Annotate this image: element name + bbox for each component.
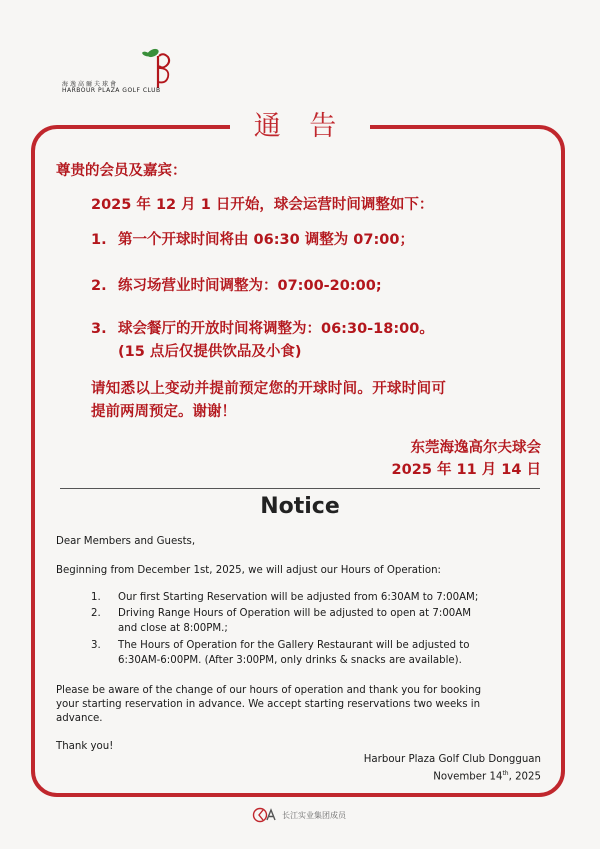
en-item-2-line-2: and close at 8:00PM.; [118,623,228,634]
footer [252,806,346,824]
cn-greeting: 尊贵的会员及嘉宾： [56,163,187,179]
cn-item-2-text: 练习场营业时间调整为：07:00-20:00; [118,278,382,294]
en-item-1-line-1: Our first Starting Reservation will be adjusted from 6:30AM to 7:00AM; [118,592,479,603]
footer-text: 长江实业集团成员 [282,810,346,820]
logo-english-name: HARBOUR PLAZA GOLF CLUB [62,87,161,94]
en-item-3-line-2: 6:30AM-6:00PM. (After 3:00PM, only drinks & snacks are available). [118,655,462,666]
en-date-suffix: th [502,770,509,777]
en-signature: Harbour Plaza Golf Club Dongguan [363,754,541,765]
en-closing-line-3: advance. [56,713,103,724]
en-date [433,767,541,784]
notice-title-en: Notice [260,494,340,519]
cn-item-1-number: 1. [91,232,107,248]
cn-item-3-number: 3. [91,321,107,337]
ck-group-logo-icon [252,807,278,823]
cn-item-3-text: 球会餐厅的开放时间将调整为：06:30-18:00。 [118,321,434,337]
en-greeting: Dear Members and Guests, [56,536,196,547]
en-date-month-day: November 14 [433,771,503,783]
en-intro: Beginning from December 1st, 2025, we will adjust our Hours of Operation: [56,565,441,576]
cn-item-2-number: 2. [91,278,107,294]
en-item-2-number: 2. [91,608,101,619]
cn-closing-line-1: 请知悉以上变动并提前预定您的开球时间。开球时间可 [91,381,447,397]
logo-chinese-name: 海逸高爾夫球會 [62,81,119,88]
cn-item-1-text: 第一个开球时间将由 06:30 调整为 07:00； [118,232,414,248]
cn-item-3-note: (15 点后仅提供饮品及小食) [118,344,302,360]
cn-intro: 2025 年 12 月 1 日开始，球会运营时间调整如下： [91,197,434,213]
section-divider [60,488,540,489]
cn-closing-line-2: 提前两周预定。谢谢！ [91,404,236,420]
en-date-year: , 2025 [508,771,541,783]
en-item-1-number: 1. [91,592,101,603]
notice-title-cn: 通 告 [230,107,370,147]
cn-signature: 东莞海逸高尔夫球会 [410,440,541,456]
en-closing-line-1: Please be aware of the change of our hours of operation and thank you for booking [56,685,482,696]
en-item-2-line-1: Driving Range Hours of Operation will be adjusted to open at 7:00AM [118,608,472,619]
en-closing-line-2: your starting reservation in advance. We accept starting reservations two weeks in [56,699,481,710]
en-item-3-line-1: The Hours of Operation for the Gallery Restaurant will be adjusted to [118,640,470,651]
en-item-3-number: 3. [91,640,101,651]
en-thanks: Thank you! [56,741,114,752]
cn-date: 2025 年 11 月 14 日 [391,462,541,478]
